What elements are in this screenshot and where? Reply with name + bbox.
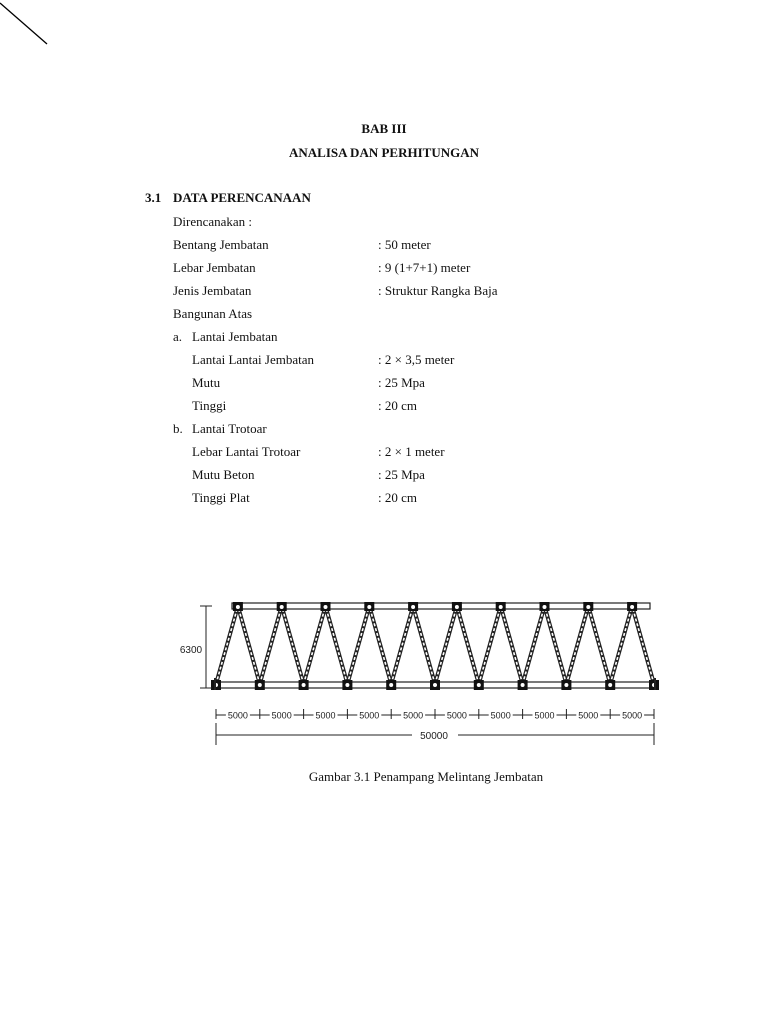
node-bolt [236,605,240,609]
corner-line [0,0,60,60]
sub-a-title: Lantai Jembatan [192,329,278,344]
row-value: : Struktur Rangka Baja [378,283,498,298]
sub-a-row-label: Lantai Lantai Jembatan [192,352,315,367]
bangunan-atas-heading: Bangunan Atas [173,306,253,321]
node-bolt [258,683,262,687]
chapter-number: BAB III [361,121,407,136]
truss-structure [211,602,659,690]
height-dimension-label: 6300 [179,645,203,656]
node-bolt [411,605,415,609]
sub-b-row-label: Tinggi Plat [192,490,250,505]
segment-length-label: 5000 [622,710,643,721]
node-bolt [543,605,547,609]
node-bolt [455,605,459,609]
section-number: 3.1 [145,190,162,205]
row-value: : 9 (1+7+1) meter [378,260,471,275]
node-bolt [302,683,306,687]
node-bolt [477,683,481,687]
segment-length-label: 5000 [271,710,292,721]
row-label: Lebar Jembatan [173,260,256,275]
segment-length-label: 5000 [315,710,336,721]
row-value: : 50 meter [378,237,431,252]
node-bolt [433,683,437,687]
sub-b-row-label: Mutu Beton [192,467,255,482]
sub-a-row-value: : 25 Mpa [378,375,425,390]
node-bolt [345,683,349,687]
total-span-label: 50000 [420,731,448,742]
sub-a-row-label: Mutu [192,375,221,390]
node-bolt [389,683,393,687]
segment-length-label: 5000 [227,710,248,721]
segment-length-label: 5000 [490,710,511,721]
sub-a-row-label: Tinggi [192,398,227,413]
node-bolt [586,605,590,609]
sub-b-title: Lantai Trotoar [192,421,267,436]
node-bolt [499,605,503,609]
sub-a-row-value: : 2 × 3,5 meter [378,352,455,367]
node-bolt [324,605,328,609]
sub-a-marker: a. [173,329,183,344]
node-bolt [608,683,612,687]
dimension-lines [200,606,654,745]
bridge-truss-figure [176,596,666,748]
sub-b-row-value: : 20 cm [378,490,417,505]
figure-caption: Gambar 3.1 Penampang Melintang Jembatan [308,769,544,784]
sub-b-marker: b. [173,421,183,436]
node-bolt [564,683,568,687]
sub-a-row-value: : 20 cm [378,398,417,413]
segment-length-label: 5000 [403,710,424,721]
node-bolt [630,605,634,609]
segment-length-label: 5000 [359,710,380,721]
intro-text: Direncanakan : [173,214,253,229]
chapter-title: ANALISA DAN PERHITUNGAN [289,145,479,160]
segment-length-label: 5000 [534,710,555,721]
row-label: Bentang Jembatan [173,237,269,252]
segment-length-label: 5000 [446,710,467,721]
segment-length-label: 5000 [578,710,599,721]
sub-b-row-value: : 25 Mpa [378,467,425,482]
node-bolt [367,605,371,609]
node-bolt [280,605,284,609]
sub-b-row-value: : 2 × 1 meter [378,444,445,459]
section-title: DATA PERENCANAAN [173,190,311,205]
node-bolt [521,683,525,687]
row-label: Jenis Jembatan [173,283,252,298]
sub-b-row-label: Lebar Lantai Trotoar [192,444,301,459]
